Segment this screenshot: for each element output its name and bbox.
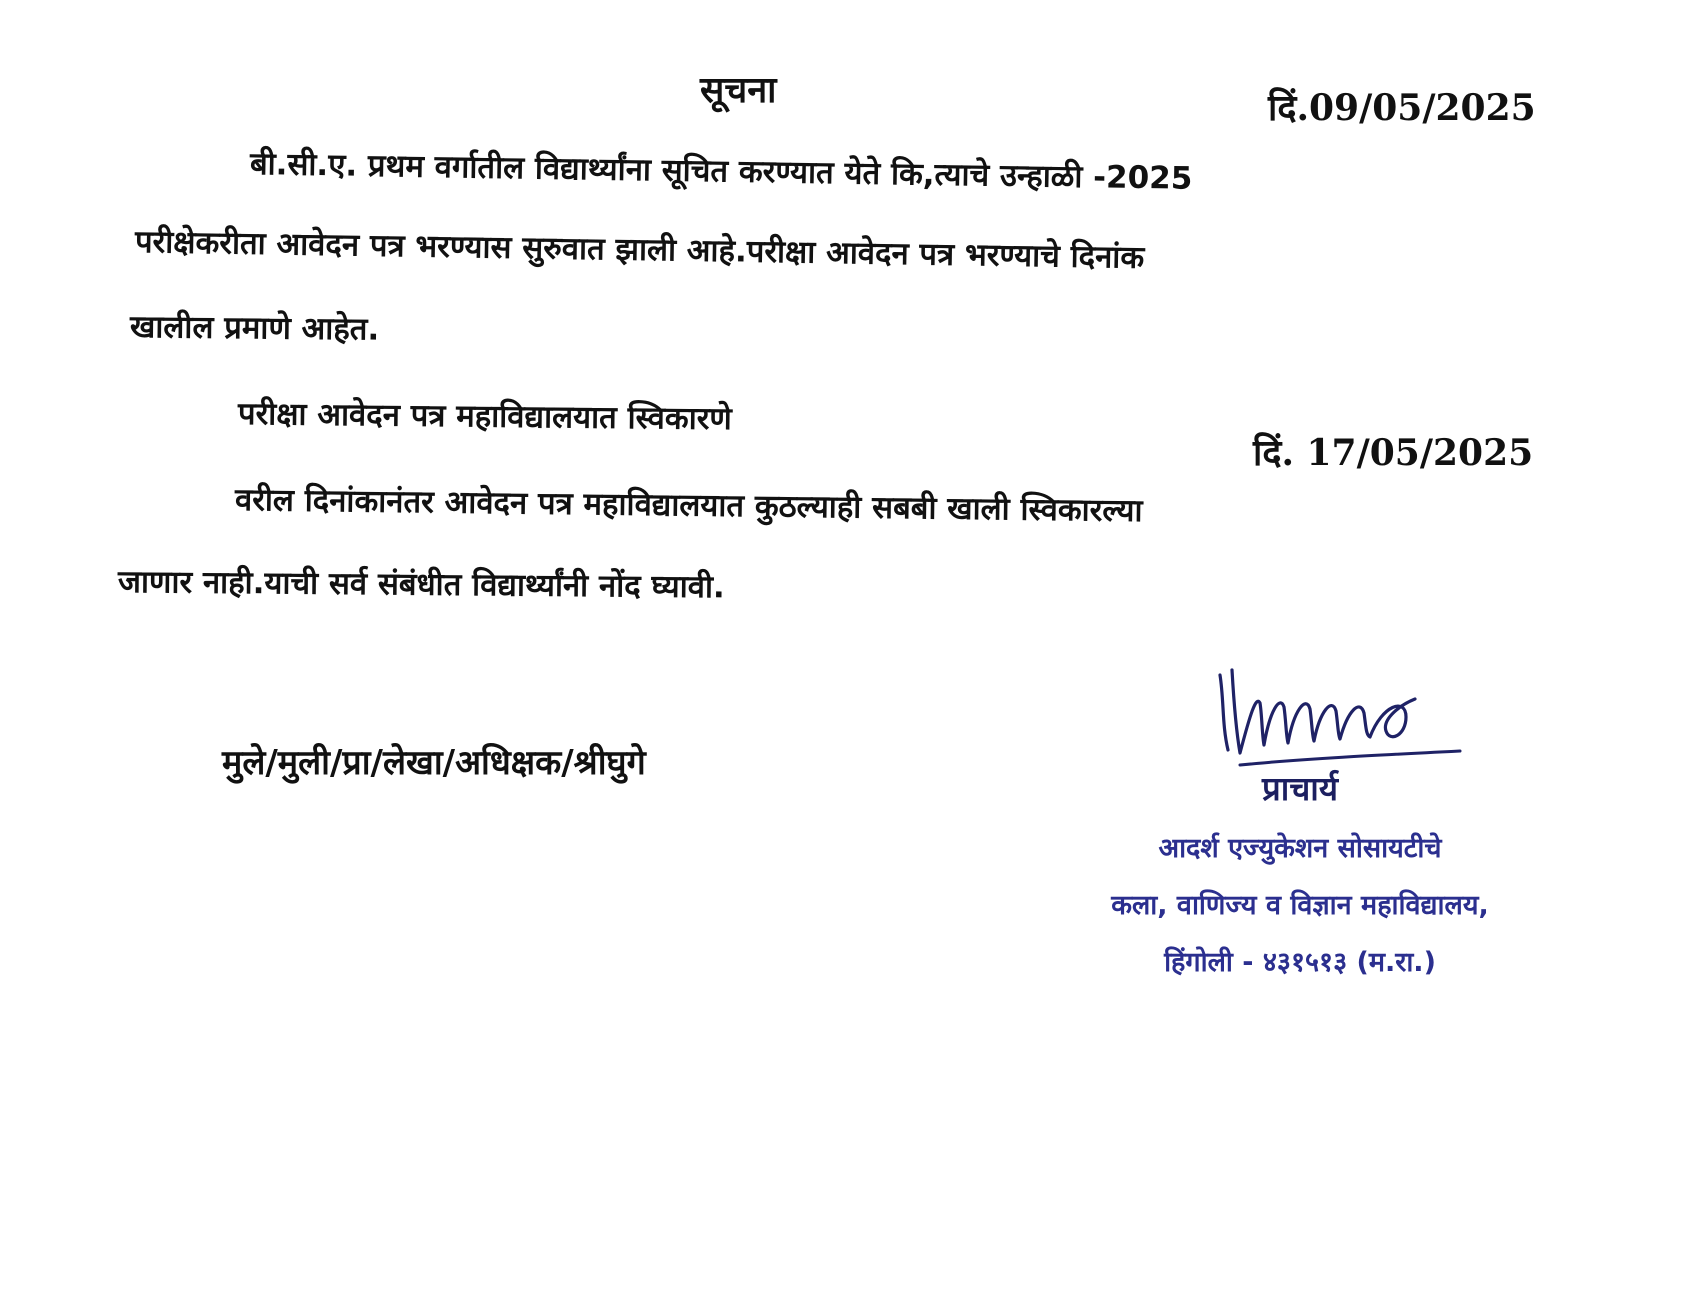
notice-line-3: खालील प्रमाणे आहेत. <box>129 309 380 348</box>
principal-title: प्राचार्य <box>1262 769 1338 808</box>
stamp-society-name: आदर्श एज्युकेशन सोसायटीचे <box>1158 833 1442 864</box>
application-acceptance-line: परीक्षा आवेदन पत्र महाविद्यालयात स्विकारणे <box>237 396 733 438</box>
stamp-college-name: कला, वाणिज्य व विज्ञान महाविद्यालय, <box>1111 890 1489 921</box>
notice-line-6: जाणार नाही.याची सर्व संबंधीत विद्यार्थ्यांनी नोंद घ्यावी. <box>117 564 725 606</box>
notice-date: दिं.09/05/2025 <box>1268 87 1536 129</box>
notice-line-5: वरील दिनांकानंतर आवेदन पत्र महाविद्यालयात कुठल्याही सबबी खाली स्विकारल्या <box>234 482 1143 530</box>
college-stamp <box>1050 765 1550 999</box>
principal-signature <box>1210 655 1470 770</box>
notice-title: सूचना <box>700 70 777 111</box>
stamp-address: हिंगोली - ४३१५१३ (म.रा.) <box>1164 947 1436 978</box>
notice-line-1: बी.सी.ए. प्रथम वर्गातील विद्यार्थ्यांना सूचित करण्यात येते कि,त्याचे उन्हाळी -2025 <box>249 146 1193 197</box>
acceptance-date: दिं. 17/05/2025 <box>1253 432 1534 474</box>
reference-line: मुले/मुली/प्रा/लेखा/अधिक्षक/श्रीघुगे <box>222 743 646 783</box>
notice-line-2: परीक्षेकरीता आवेदन पत्र भरण्यास सुरुवात झाली आहे.परीक्षा आवेदन पत्र भरण्याचे दिनांक <box>134 224 1145 276</box>
